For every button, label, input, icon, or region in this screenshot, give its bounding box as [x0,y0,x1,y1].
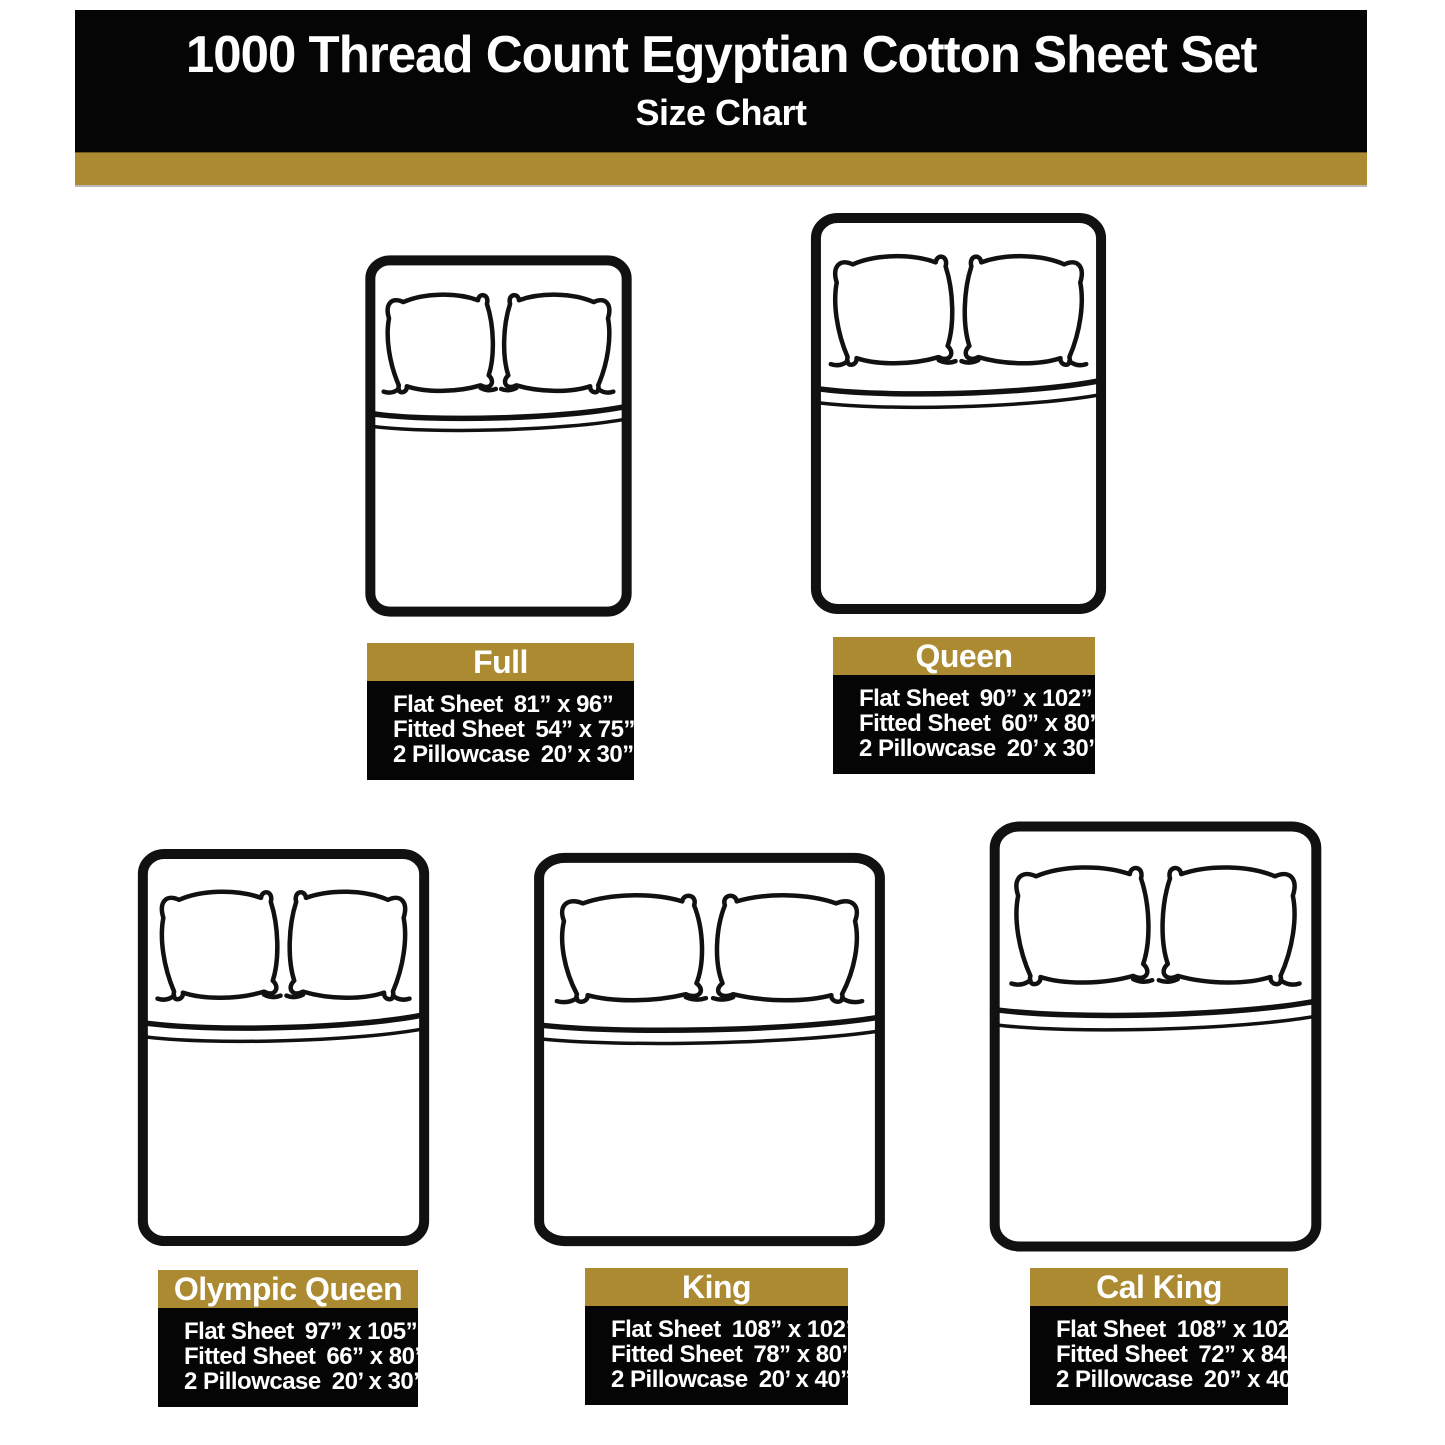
spec-item: 2 Pillowcase [1056,1366,1193,1393]
spec-pillowcase [859,735,1100,762]
spec-box [1030,1306,1304,1405]
spec-item: Flat Sheet [611,1316,721,1343]
spec-pillowcase [184,1368,425,1395]
spec-box [585,1306,857,1405]
spec-item: Fitted Sheet [1056,1341,1188,1368]
spec-dims: 66” x 80” [326,1343,426,1370]
bed-top-view-icon [532,852,887,1247]
spec-flat-sheet [393,692,624,717]
page-subtitle: Size Chart [635,92,807,134]
size-name-label: Queen [833,637,1095,675]
spec-item: Fitted Sheet [184,1343,316,1370]
spec-fitted-sheet [1056,1341,1298,1368]
bed-diagram-cal-king [988,820,1323,1253]
header-banner [75,10,1367,152]
spec-dims: 108” x 102” [1176,1316,1302,1343]
spec-box [833,675,1101,774]
size-name-label: Cal King [1030,1268,1288,1306]
bed-diagram-queen [810,212,1107,615]
spec-dims: 20’ x 30” [331,1368,425,1395]
spec-item: Fitted Sheet [611,1341,743,1368]
spec-pillowcase [393,741,634,768]
bed-diagram-olympic-queen [137,848,430,1247]
bed-top-view-icon [137,848,430,1247]
spec-dims: 78” x 80” [753,1341,853,1368]
spec-item: Flat Sheet [393,691,503,718]
spec-box [158,1308,426,1407]
spec-flat-sheet [1056,1316,1302,1343]
bed-top-view-icon [810,212,1107,615]
spec-dims: 90” x 102” [979,685,1093,712]
size-card-full [367,643,634,780]
size-card-queen [833,637,1101,774]
bed-top-view-icon [988,820,1323,1253]
spec-pillowcase [611,1366,852,1393]
gold-accent-stripe [75,152,1367,187]
size-name-label: Full [367,643,634,681]
spec-item: Fitted Sheet [393,716,525,743]
size-name-label: King [585,1268,848,1306]
spec-dims: 97” x 105” [304,1318,418,1345]
spec-item: Flat Sheet [859,685,969,712]
size-name-label: Olympic Queen [158,1270,418,1308]
spec-item: Flat Sheet [184,1318,294,1345]
spec-dims: 20’ x 30” [540,741,634,768]
spec-flat-sheet [611,1316,857,1343]
bed-diagram-king [532,852,887,1247]
spec-dims: 108” x 102” [731,1316,857,1343]
spec-flat-sheet [184,1318,418,1345]
spec-box [367,681,634,780]
spec-item: Fitted Sheet [859,710,991,737]
spec-dims: 81” x 96” [513,691,614,718]
bed-diagram-full [365,255,632,617]
spec-dims: 60” x 80” [1001,710,1101,737]
spec-dims: 54” x 75” [535,716,635,743]
spec-item: Flat Sheet [1056,1316,1166,1343]
spec-dims: 20” x 40” [1203,1366,1304,1393]
spec-fitted-sheet [859,710,1101,737]
size-card-king [585,1268,857,1405]
spec-pillowcase [1056,1366,1304,1393]
spec-dims: 20’ x 30” [1006,735,1100,762]
spec-fitted-sheet [393,716,635,743]
spec-item: 2 Pillowcase [393,741,530,768]
size-card-olympic-queen [158,1270,426,1407]
page-title: 1000 Thread Count Egyptian Cotton Sheet Set [185,25,1257,84]
spec-dims: 72” x 84” [1198,1341,1298,1368]
spec-flat-sheet [859,685,1093,712]
bed-top-view-icon [365,255,632,617]
spec-fitted-sheet [184,1343,426,1370]
spec-item: 2 Pillowcase [184,1368,321,1395]
spec-dims: 20’ x 40” [758,1366,852,1393]
spec-item: 2 Pillowcase [611,1366,748,1393]
spec-item: 2 Pillowcase [859,735,996,762]
spec-fitted-sheet [611,1341,853,1368]
size-card-cal-king [1030,1268,1304,1405]
